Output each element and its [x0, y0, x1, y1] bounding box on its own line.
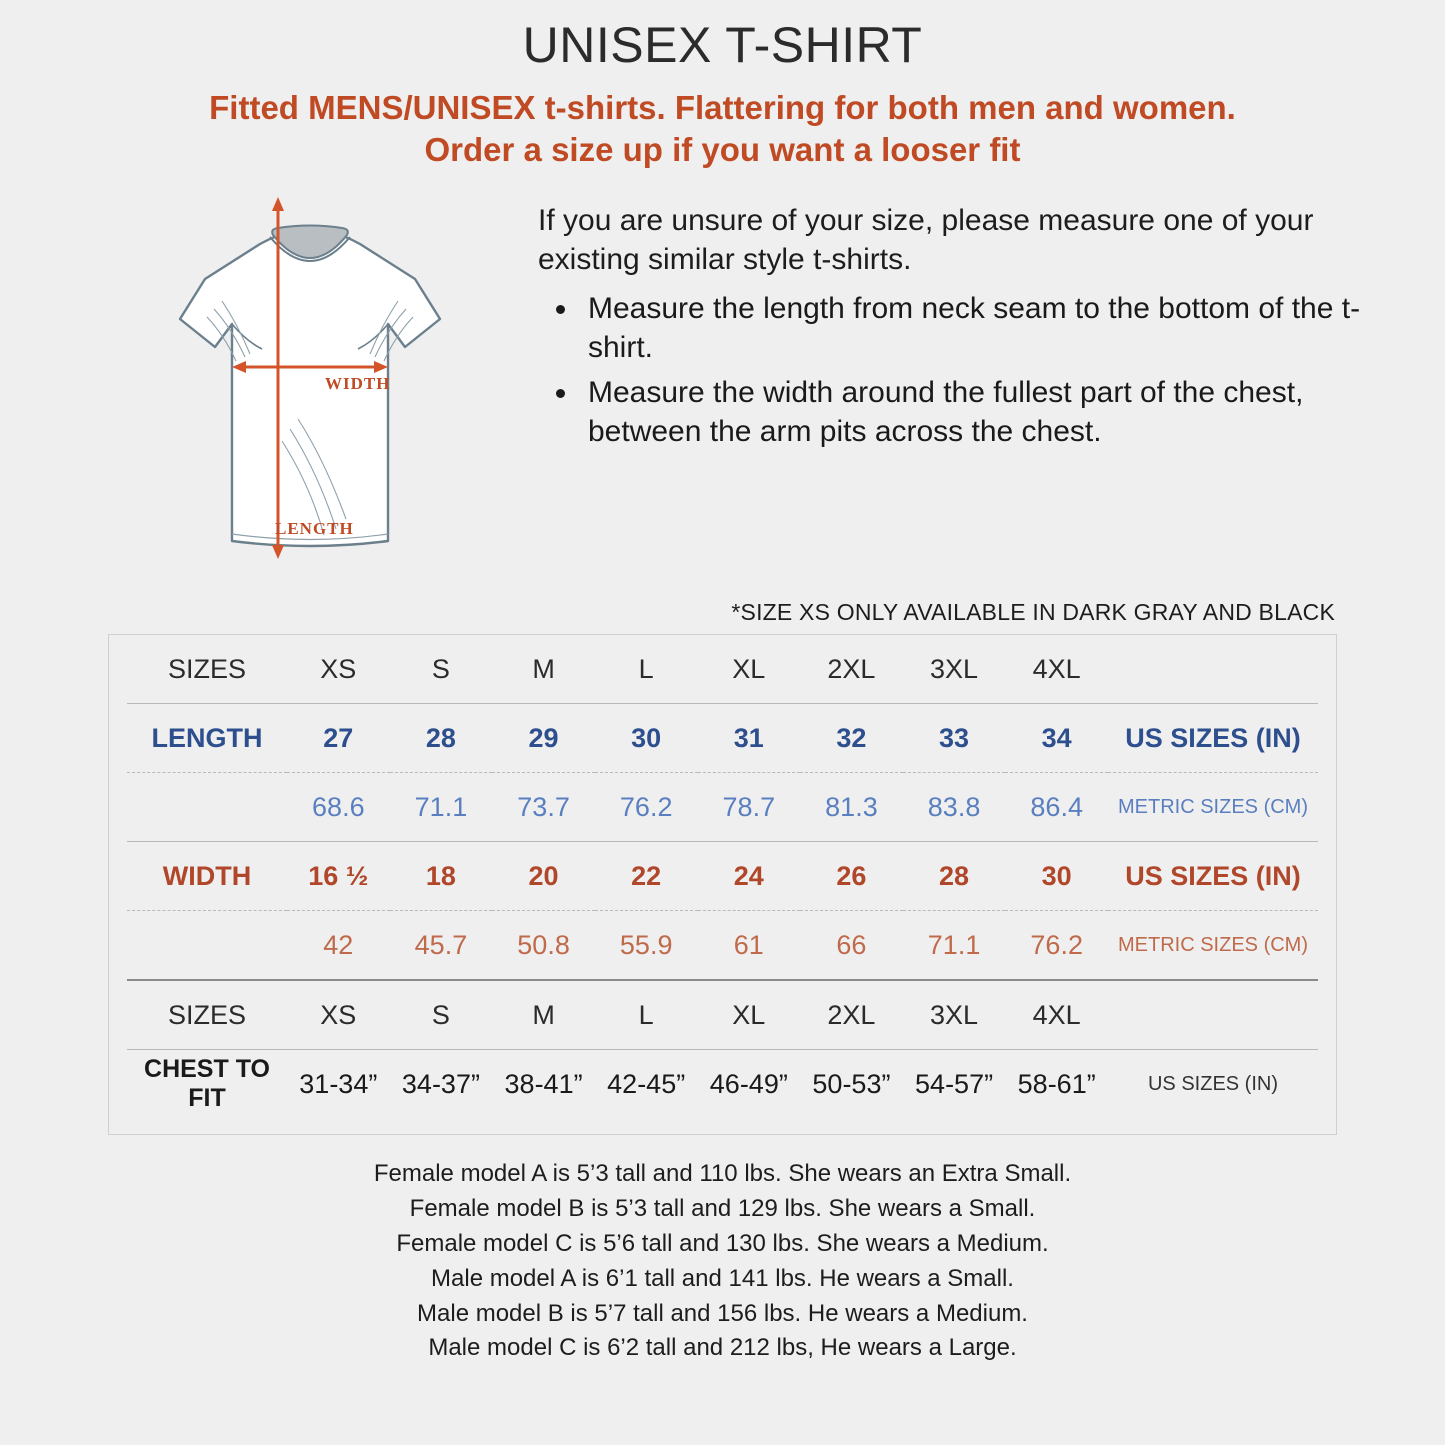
width-cm-xl: 61	[733, 929, 764, 960]
length-cm-s: 71.1	[414, 791, 468, 822]
table-row-sizes-header	[127, 635, 1318, 704]
unit-header-empty-2	[1108, 980, 1318, 1050]
size2-header-3xl: 3XL	[930, 999, 979, 1030]
size-header-xs: XS	[320, 653, 357, 684]
size2-header-xs: XS	[320, 999, 357, 1030]
length-cm-2xl: 81.3	[825, 791, 878, 822]
model-note-line: Male model A is 6’1 tall and 141 lbs. He wears a Small.	[431, 1264, 1014, 1292]
unit-header-empty	[1108, 635, 1318, 704]
length-in-s: 28	[425, 722, 456, 753]
chest-s: 34-37”	[401, 1068, 480, 1099]
row-label-length-cm	[127, 773, 287, 842]
width-in-l: 22	[631, 860, 662, 891]
table-row-sizes-header-2	[127, 980, 1318, 1050]
model-note-line: Female model A is 5’3 tall and 110 lbs. She wears an Extra Small.	[373, 1160, 1072, 1188]
table-row-length-inches	[127, 704, 1318, 773]
length-in-xs: 27	[323, 722, 354, 753]
row-label-width: WIDTH	[162, 860, 252, 891]
row-label-width-cm	[127, 911, 287, 981]
unit-label-chest-us: US SIZES (IN)	[1147, 1072, 1278, 1095]
subtitle-line-1: Fitted MENS/UNISEX t-shirts. Flattering for both men and women.	[209, 89, 1236, 126]
width-cm-l: 55.9	[619, 929, 673, 960]
size2-header-l: L	[638, 999, 654, 1030]
instructions-column	[520, 189, 1409, 589]
length-in-m: 29	[528, 722, 559, 753]
table-row-width-inches	[127, 842, 1318, 911]
sizes-header-label-2: SIZES	[167, 999, 247, 1030]
size2-header-s: S	[431, 999, 450, 1030]
size-table-container	[108, 634, 1337, 1135]
size-header-4xl: 4XL	[1032, 653, 1081, 684]
length-label: LENGTH	[275, 519, 354, 539]
page-subtitle	[0, 87, 1445, 171]
length-in-2xl: 32	[836, 722, 867, 753]
length-in-l: 30	[631, 722, 662, 753]
width-in-2xl: 26	[836, 860, 867, 891]
length-in-xl: 31	[733, 722, 764, 753]
size-header-s: S	[431, 653, 450, 684]
subtitle-line-2: Order a size up if you want a looser fit	[424, 131, 1021, 169]
table-row-chest-to-fit	[127, 1050, 1318, 1119]
width-cm-3xl: 71.1	[927, 929, 981, 960]
length-cm-m: 73.7	[517, 791, 570, 822]
shirt-diagram-column	[90, 189, 520, 589]
width-label: WIDTH	[325, 374, 391, 394]
size-table	[127, 635, 1318, 1118]
width-in-xs: 16 ½	[308, 860, 369, 891]
unit-label-length-us: US SIZES (IN)	[1125, 722, 1301, 753]
length-cm-l: 76.2	[619, 791, 673, 822]
availability-note: *SIZE XS ONLY AVAILABLE IN DARK GRAY AND BLACK	[731, 599, 1335, 626]
list-item: • Measure the length from neck seam to the bottom of the t-shirt.	[580, 289, 1409, 367]
size-header-l: L	[638, 653, 654, 684]
model-note-line: Female model B is 5’3 tall and 129 lbs. She wears a Small.	[409, 1195, 1036, 1223]
table-row-length-cm	[127, 773, 1318, 842]
table-row-width-cm	[127, 911, 1318, 981]
page-title: UNISEX T-SHIRT	[522, 17, 923, 73]
length-cm-xl: 78.7	[722, 791, 776, 822]
size2-header-m: M	[532, 999, 555, 1030]
chest-l: 42-45”	[607, 1068, 686, 1099]
size-header-m: M	[532, 653, 555, 684]
width-in-m: 20	[528, 860, 559, 891]
unit-label-length-metric: METRIC SIZES (CM)	[1118, 795, 1308, 818]
length-cm-xs: 68.6	[312, 791, 365, 822]
model-note-line: Male model B is 5’7 tall and 156 lbs. He wears a Medium.	[417, 1299, 1028, 1327]
unit-label-width-metric: METRIC SIZES (CM)	[1118, 933, 1308, 956]
instructions-bullet-list	[538, 289, 1409, 451]
length-in-4xl: 34	[1041, 722, 1072, 753]
row-label-chest-to-fit: CHEST TO FIT	[144, 1055, 270, 1113]
size2-header-xl: XL	[732, 999, 766, 1030]
model-notes	[0, 1157, 1445, 1366]
chest-m: 38-41”	[504, 1068, 583, 1099]
row-label-length: LENGTH	[151, 722, 263, 753]
model-note-line: Male model C is 6’2 tall and 212 lbs, He wears a Large.	[428, 1334, 1017, 1362]
width-cm-s: 45.7	[414, 929, 468, 960]
unit-label-width-us: US SIZES (IN)	[1125, 860, 1301, 891]
chest-xl: 46-49”	[709, 1068, 788, 1099]
length-cm-4xl: 86.4	[1030, 791, 1083, 822]
chest-3xl: 54-57”	[915, 1068, 994, 1099]
length-cm-3xl: 83.8	[927, 791, 981, 822]
width-in-xl: 24	[733, 860, 764, 891]
width-in-3xl: 28	[939, 860, 970, 891]
model-note-line: Female model C is 5’6 tall and 130 lbs. She wears a Medium.	[396, 1230, 1049, 1258]
sizes-header-label: SIZES	[167, 653, 247, 684]
size2-header-2xl: 2XL	[827, 999, 876, 1030]
chest-4xl: 58-61”	[1017, 1068, 1096, 1099]
size2-header-4xl: 4XL	[1032, 999, 1081, 1030]
length-in-3xl: 33	[939, 722, 970, 753]
width-cm-xs: 42	[323, 929, 354, 960]
width-cm-2xl: 66	[836, 929, 867, 960]
list-item: • Measure the width around the fullest part of the chest, between the arm pits across the chest.	[580, 373, 1409, 451]
chest-xs: 31-34”	[299, 1068, 378, 1099]
width-cm-4xl: 76.2	[1030, 929, 1083, 960]
size-header-2xl: 2XL	[827, 653, 876, 684]
width-in-s: 18	[425, 860, 456, 891]
diagram-and-instructions	[0, 189, 1445, 589]
size-header-xl: XL	[732, 653, 766, 684]
width-cm-m: 50.8	[517, 929, 570, 960]
instructions-intro: If you are unsure of your size, please measure one of your existing similar style t-shirts.	[538, 204, 1314, 277]
width-in-4xl: 30	[1041, 860, 1072, 891]
tshirt-diagram	[110, 189, 510, 589]
chest-2xl: 50-53”	[812, 1068, 891, 1099]
size-header-3xl: 3XL	[930, 653, 979, 684]
